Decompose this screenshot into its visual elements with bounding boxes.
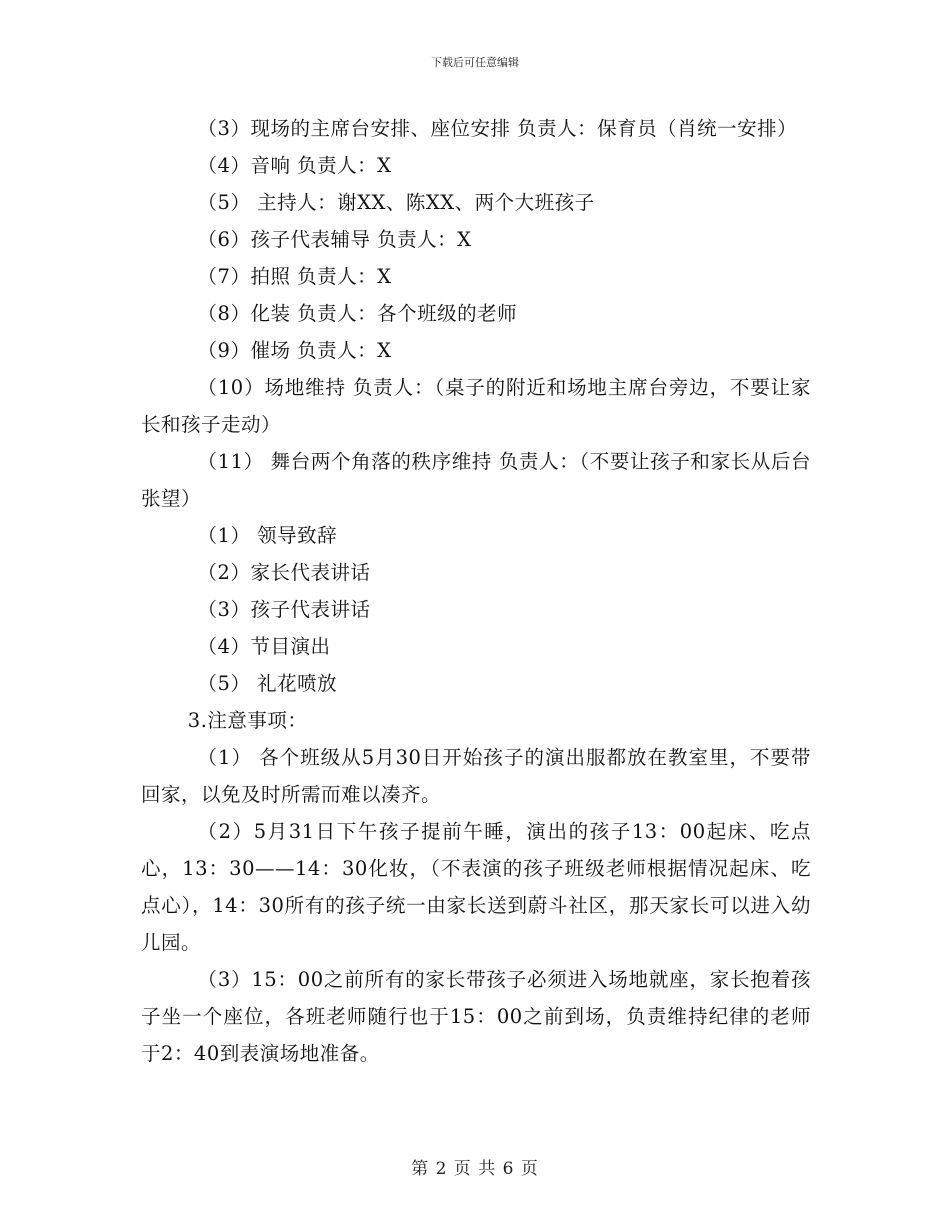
paragraph: （8）化装 负责人：各个班级的老师 bbox=[197, 302, 518, 325]
paragraph: （4）音响 负责人：X bbox=[197, 154, 392, 177]
paragraph: （9）催场 负责人：X bbox=[197, 339, 392, 362]
paragraph: （4）节目演出 bbox=[197, 635, 331, 658]
paragraph: （3）15：00之前所有的家长带孩子必须进入场地就座，家长抱着孩子坐一个座位，各班老师随行也于15：00之前到场，负责维持纪律的老师于2：40到表演场地准备。 bbox=[141, 968, 811, 1065]
paragraph: （2）5月31日下午孩子提前午睡，演出的孩子13：00起床、吃点心，13：30——14：30化妆，（不表演的孩子班级老师根据情况起床、吃点心），14：30所有的孩子统一由家长送到蔚斗社区，那天家长可以进入幼儿园。 bbox=[141, 820, 811, 954]
paragraph: （1） 领导致辞 bbox=[197, 524, 338, 547]
paragraph: （5） 主持人：谢XX、陈XX、两个大班孩子 bbox=[197, 191, 595, 214]
paragraph: （6）孩子代表辅导 负责人：X bbox=[197, 228, 472, 251]
paragraph: （11） 舞台两个角落的秩序维持 负责人：（不要让孩子和家长从后台张望） bbox=[141, 450, 811, 510]
section-heading: 3.注意事项： bbox=[187, 709, 308, 732]
page-footer: 第 2 页 共 6 页 bbox=[411, 1159, 539, 1179]
paragraph: （3）孩子代表讲话 bbox=[197, 598, 371, 621]
paragraph: （3）现场的主席台安排、座位安排 负责人：保育员（肖统一安排） bbox=[197, 117, 798, 140]
document-body bbox=[141, 110, 811, 1072]
paragraph: （7）拍照 负责人：X bbox=[197, 265, 392, 288]
page-header: 下载后可任意编辑 bbox=[431, 56, 519, 69]
paragraph: （10）场地维持 负责人：（桌子的附近和场地主席台旁边，不要让家长和孩子走动） bbox=[141, 376, 811, 436]
paragraph: （1） 各个班级从5月30日开始孩子的演出服都放在教室里，不要带回家，以免及时所需而难以凑齐。 bbox=[141, 746, 811, 806]
paragraph: （5） 礼花喷放 bbox=[197, 672, 338, 695]
paragraph: （2）家长代表讲话 bbox=[197, 561, 371, 584]
